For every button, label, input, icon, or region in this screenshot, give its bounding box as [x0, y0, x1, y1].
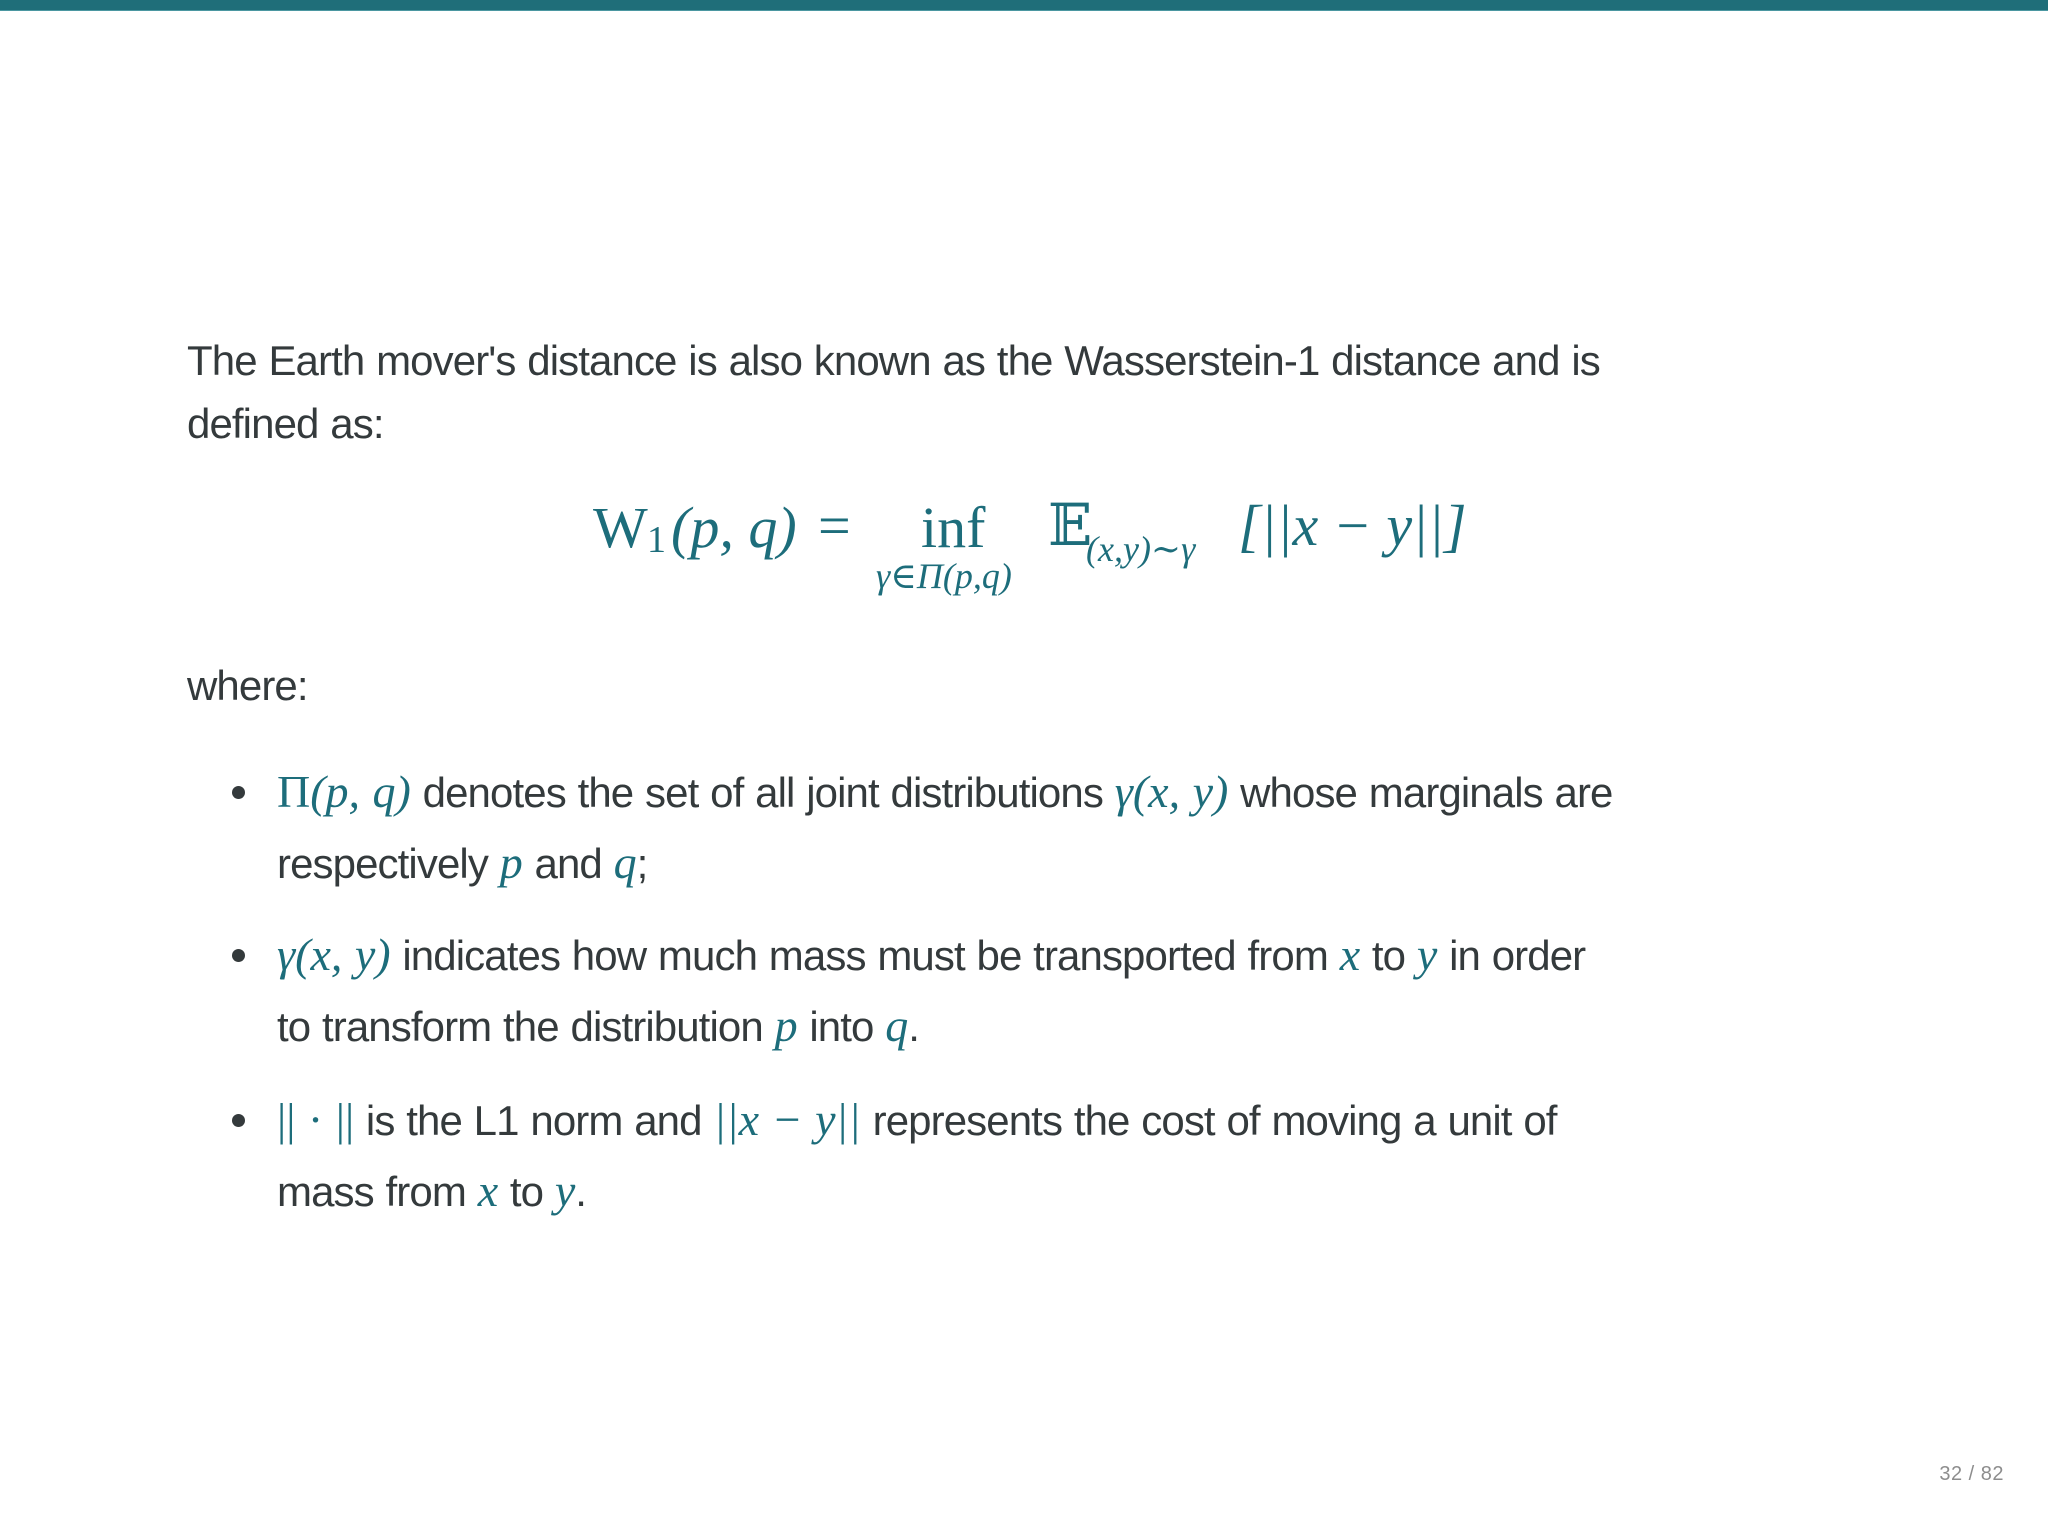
- bullet-icon: [232, 1114, 245, 1127]
- bullet-icon: [232, 949, 245, 962]
- text: .: [575, 1168, 587, 1215]
- math-gamma-xy: γ(x, y): [277, 929, 391, 980]
- slide-header-bar: [0, 0, 2048, 10]
- text: ;: [636, 840, 648, 887]
- math-y: y: [1416, 929, 1438, 980]
- math-q: q: [885, 1000, 909, 1051]
- text: indicates how much mass must be transported from: [390, 932, 1340, 979]
- equation-expectation: 𝔼: [1048, 493, 1093, 558]
- text: to: [498, 1168, 555, 1215]
- equation-inf-operator: inf: [921, 495, 986, 560]
- wasserstein-equation: [593, 493, 1467, 605]
- equation-norm-body: [||x − y||]: [1238, 493, 1467, 558]
- math-norm-x-minus-y: ||x − y||: [713, 1094, 861, 1145]
- list-item-2-line-2: [277, 1000, 920, 1051]
- list-item-2-line-1: [277, 929, 1586, 980]
- equation-equals: =: [818, 493, 851, 558]
- text: mass from: [277, 1168, 478, 1215]
- math-x: x: [477, 1165, 499, 1216]
- text: into: [797, 1003, 886, 1050]
- text: and: [522, 840, 614, 887]
- math-norm: || · ||: [277, 1094, 355, 1145]
- text: .: [908, 1003, 920, 1050]
- list-item-1-line-2: [277, 837, 648, 888]
- math-gamma-xy: γ(x, y): [1114, 766, 1229, 817]
- intro-line-1: The Earth mover's distance is also known as the Wasserstein-1 distance and is: [187, 337, 1600, 384]
- page-number: 32 / 82: [1939, 1463, 2004, 1485]
- list-item-3-line-2: [277, 1165, 587, 1216]
- math-x: x: [1339, 929, 1361, 980]
- where-label: where:: [187, 662, 308, 709]
- math-pi: Π: [277, 766, 311, 817]
- text: is the L1 norm and: [354, 1097, 714, 1144]
- text: in order: [1437, 932, 1586, 979]
- text: respectively: [277, 840, 500, 887]
- text: whose marginals are: [1228, 769, 1613, 816]
- text: represents the cost of moving a unit of: [860, 1097, 1557, 1144]
- text: to: [1360, 932, 1417, 979]
- text: denotes the set of all joint distributions: [410, 769, 1115, 816]
- list-item-1-line-1: [277, 766, 1613, 817]
- equation-inf-subscript: γ∈Π(p,q): [876, 556, 1012, 596]
- math-p: p: [499, 837, 523, 888]
- equation-w-subscript: 1: [647, 519, 666, 561]
- math-p: p: [774, 1000, 798, 1051]
- math-y: y: [554, 1165, 576, 1216]
- list-item-3-line-1: [277, 1094, 1557, 1145]
- equation-expectation-subscript: (x,y)∼γ: [1086, 529, 1196, 569]
- equation-w: W: [593, 495, 648, 560]
- math-q: q: [613, 837, 637, 888]
- bullet-icon: [232, 786, 245, 799]
- text: to transform the distribution: [277, 1003, 775, 1050]
- math-pq: (p, q): [310, 766, 411, 817]
- intro-line-2: defined as:: [187, 400, 384, 447]
- equation-lhs-args: (p, q): [671, 495, 797, 560]
